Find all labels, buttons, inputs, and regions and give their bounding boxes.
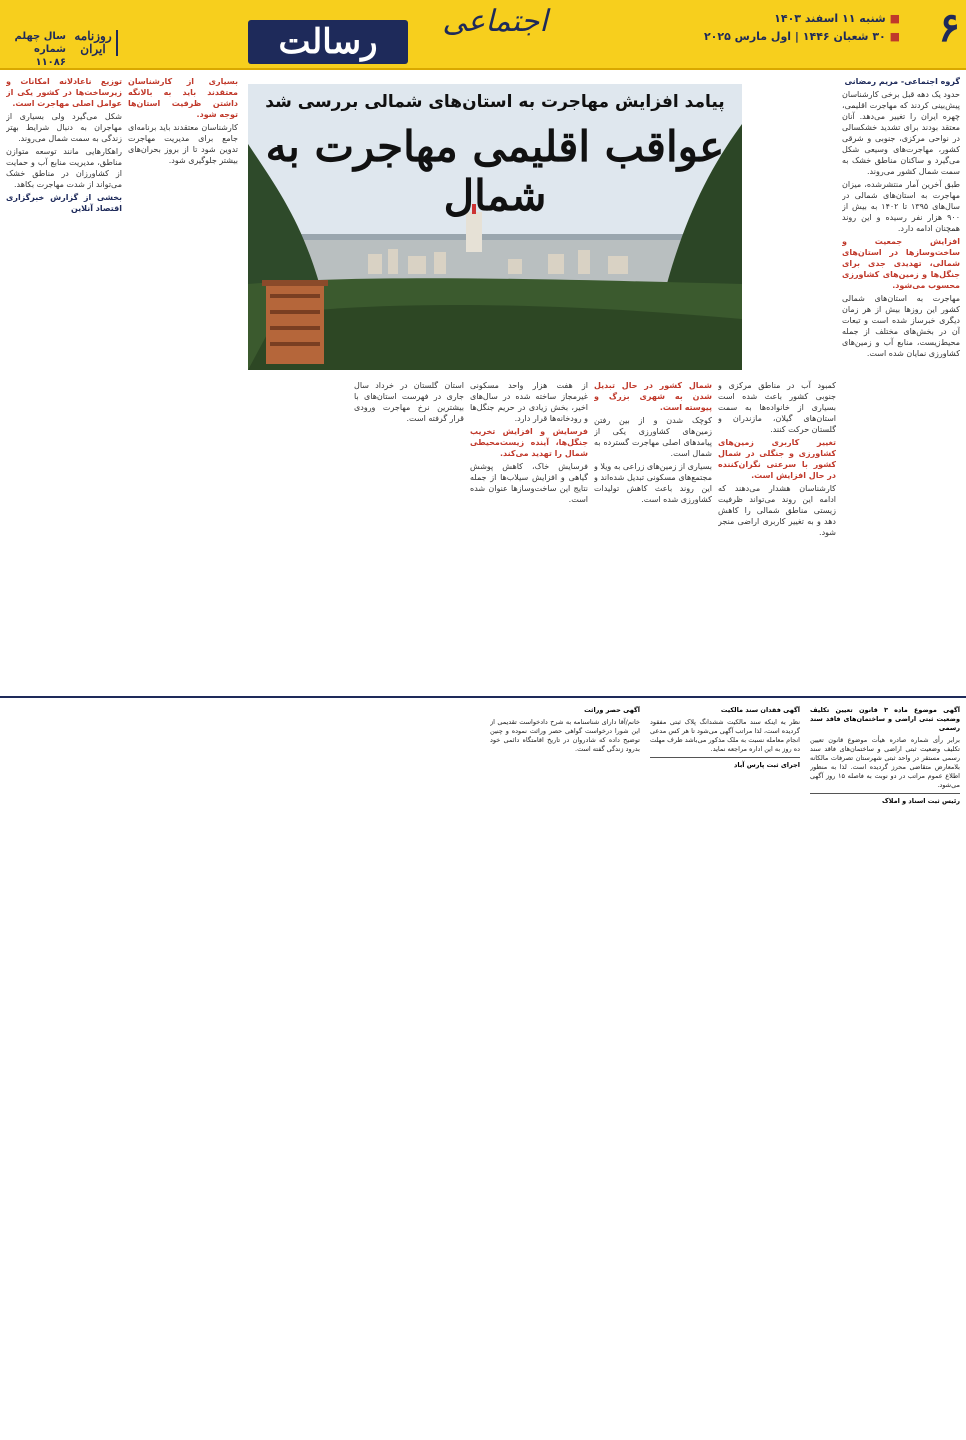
issue-box [6, 30, 66, 69]
article-column-6 [6, 76, 122, 694]
section-divider [0, 696, 966, 698]
article-column-4 [470, 380, 588, 694]
ad-column-3 [490, 706, 640, 1434]
paragraph: فرسایش خاک، کاهش پوشش گیاهی و افزایش سیلاب‌ها از جمله نتایج این ساخت‌وسازها عنوان شده است. [470, 462, 588, 504]
article-column-5a [354, 380, 464, 694]
section-title: اجتماعی [442, 4, 548, 39]
article-column-5 [128, 76, 238, 694]
highlight-quote: افزایش جمعیت و ساخت‌وسازها در استان‌های شمالی، تهدیدی جدی برای جنگل‌ها و زمین‌های کشاورزی محسوب می‌شود. [842, 237, 960, 290]
paragraph: کوچک شدن و از بین رفتن زمین‌های کشاورزی یکی از پیامدهای اصلی مهاجرت گسترده به شمال است. [594, 416, 712, 458]
paragraph: کمبود آب در مناطق مرکزی و جنوبی کشور باعث شده است بسیاری از خانواده‌ها به سمت استان‌های گیلان، مازندران و گلستان حرکت کنند. [718, 381, 836, 434]
ad-body: خانم/آقا دارای شناسنامه به شرح دادخواست تقدیمی از این شورا درخواست گواهی حصر وراثت نموده و چنین توضیح داده که شادروان در تاریخ اقامتگاه دائمی خود بدرود زندگی گفته است. [490, 718, 640, 753]
highlight-quote: بسیاری از کارشناسان معتقدند باید به بالانگه داشتن ظرفیت استان‌ها توجه شود. [128, 77, 238, 119]
ad-title: آگهی موضوع ماده ۳ قانون تعیین تکلیف وضعیت ثبتی اراضی و ساختمان‌های فاقد سند رسمی [810, 706, 960, 732]
ad-title: آگهی حصر وراثت [584, 706, 640, 714]
mini-logo: روزنامه ایران [70, 30, 118, 56]
article-column-3 [594, 380, 712, 694]
issue-year: سال چهلم [14, 31, 66, 42]
article-source: بخشی از گزارش خبرگزاری اقتصاد آنلاین [6, 193, 122, 213]
paragraph: کارشناسان هشدار می‌دهند که ادامه این روند می‌تواند ظرفیت زیستی مناطق شمالی را کاهش دهد و به تغییر کاربری اراضی منجر شود. [718, 484, 836, 537]
date-box [704, 10, 900, 46]
ads-section [0, 700, 966, 1440]
highlight-quote: شمال کشور در حال تبدیل شدن به شهری بزرگ و پیوسته است. [594, 381, 712, 412]
paragraph: حدود یک دهه قبل برخی کارشناسان پیش‌بینی کردند که مهاجرت اقلیمی، چهره ایران را تغییر می‌دهد. آنان معتقد بودند برای تشدید خشکسالی در نواحی مرکزی، جنوبی و شرقی کشور، مهاجرت‌های وسیعی شکل می‌گیرد و ساکنان مناطق خشک به سمت شمال کشور می‌روند. [842, 90, 960, 176]
ad-body: نظر به اینکه سند مالکیت ششدانگ پلاک ثبتی مفقود گردیده است، لذا مراتب آگهی می‌شود تا هر کس مدعی انجام معامله نسبت به ملک مذکور می‌باشد ظرف مهلت ده روز به این اداره مراجعه نماید. [650, 718, 800, 753]
paragraph: بسیاری از زمین‌های زراعی به ویلا و مجتمع‌های مسکونی تبدیل شده‌اند و این روند باعث کاهش تولیدات کشاورزی شده است. [594, 462, 712, 504]
ad-footer: اجرای ثبت پارس آباد [734, 761, 800, 769]
ad-footer: رئیس ثبت اسناد و املاک [882, 797, 960, 805]
paragraph: راهکارهایی مانند توسعه متوازن مناطق، مدیریت منابع آب و حمایت از کشاورزان در مناطق خشک می‌تواند از شدت مهاجرت بکاهد. [6, 147, 122, 189]
paragraph: استان گلستان در خرداد سال جاری در فهرست استان‌های با بیشترین نرخ مهاجرت ورودی قرار گرفته است. [354, 381, 464, 423]
page-number: ۶ [938, 4, 960, 51]
highlight-quote: فرسایش و افزایش تخریب جنگل‌ها، آینده زیست‌محیطی شمال را تهدید می‌کند. [470, 427, 588, 458]
ad-column-2 [650, 706, 800, 1434]
ad-title: آگهی فقدان سند مالکیت [720, 706, 800, 714]
paragraph: کارشناسان معتقدند باید برنامه‌ای جامع برای مدیریت مهاجرت تدوین شود تا از بروز بحران‌های بیشتر جلوگیری شود. [128, 123, 238, 165]
masthead-logo: رسالت [248, 20, 408, 64]
page-header [0, 0, 966, 70]
paragraph: مهاجرت به استان‌های شمالی کشور این روزها بیش از هر زمان دیگری خبرساز شده است و تبعات آن در بخش‌های مختلف از جمله محیط‌زیست، منابع آب و زمین‌های کشاورزی نمایان شده است. [842, 294, 960, 358]
article-column-2 [718, 380, 836, 694]
article-byline: گروه اجتماعی- مریم رمضانی [844, 77, 960, 86]
date-line-2: ■ ۳۰ شعبان ۱۴۴۶ | اول مارس ۲۰۲۵ [703, 30, 900, 43]
article-column-1 [842, 76, 960, 694]
paragraph: از هفت هزار واحد مسکونی غیرمجاز ساخته شده در سال‌های اخیر، بخش زیادی در حریم جنگل‌ها و رودخانه‌ها قرار دارد. [470, 381, 588, 423]
headline-block [248, 84, 742, 220]
article-subtitle: پیامد افزایش مهاجرت به استان‌های شمالی بررسی شد [265, 92, 725, 112]
paragraph: طبق آخرین آمار منتشرشده، میزان مهاجرت به استان‌های شمالی در سال‌های ۱۳۹۵ تا ۱۴۰۲ به بیش از ۹۰۰ هزار نفر رسیده و این روند همچنان ادامه دارد. [842, 180, 960, 233]
ad-body: برابر رأی شماره صادره هیأت موضوع قانون تعیین تکلیف وضعیت ثبتی اراضی و ساختمان‌های فاقد سند رسمی مستقر در واحد ثبتی شهرستان تصرفات مالکانه بلامعارض متقاضی محرز گردیده است. لذا به منظور اطلاع عموم مراتب در دو نوبت به فاصله ۱۵ روز آگهی می‌شود. [810, 736, 960, 789]
ad-column-1 [810, 706, 960, 1434]
date-line-1: ■ شنبه ۱۱ اسفند ۱۴۰۳ [774, 12, 900, 25]
highlight-quote: تغییر کاربری زمین‌های کشاورزی و جنگلی در شمال کشور با سرعتی نگران‌کننده در حال افزایش است. [718, 438, 836, 480]
issue-number: شماره ۱۱۰۸۶ [34, 44, 66, 68]
article-title: عواقب اقلیمی مهاجرت به شمال [265, 122, 725, 220]
highlight-quote: توزیع ناعادلانه امکانات و زیرساخت‌ها در کشور یکی از عوامل اصلی مهاجرت است. [6, 77, 122, 108]
paragraph: شکل می‌گیرد ولی بسیاری از مهاجران به دنبال شرایط بهتر زندگی به سمت شمال می‌روند. [6, 112, 122, 143]
